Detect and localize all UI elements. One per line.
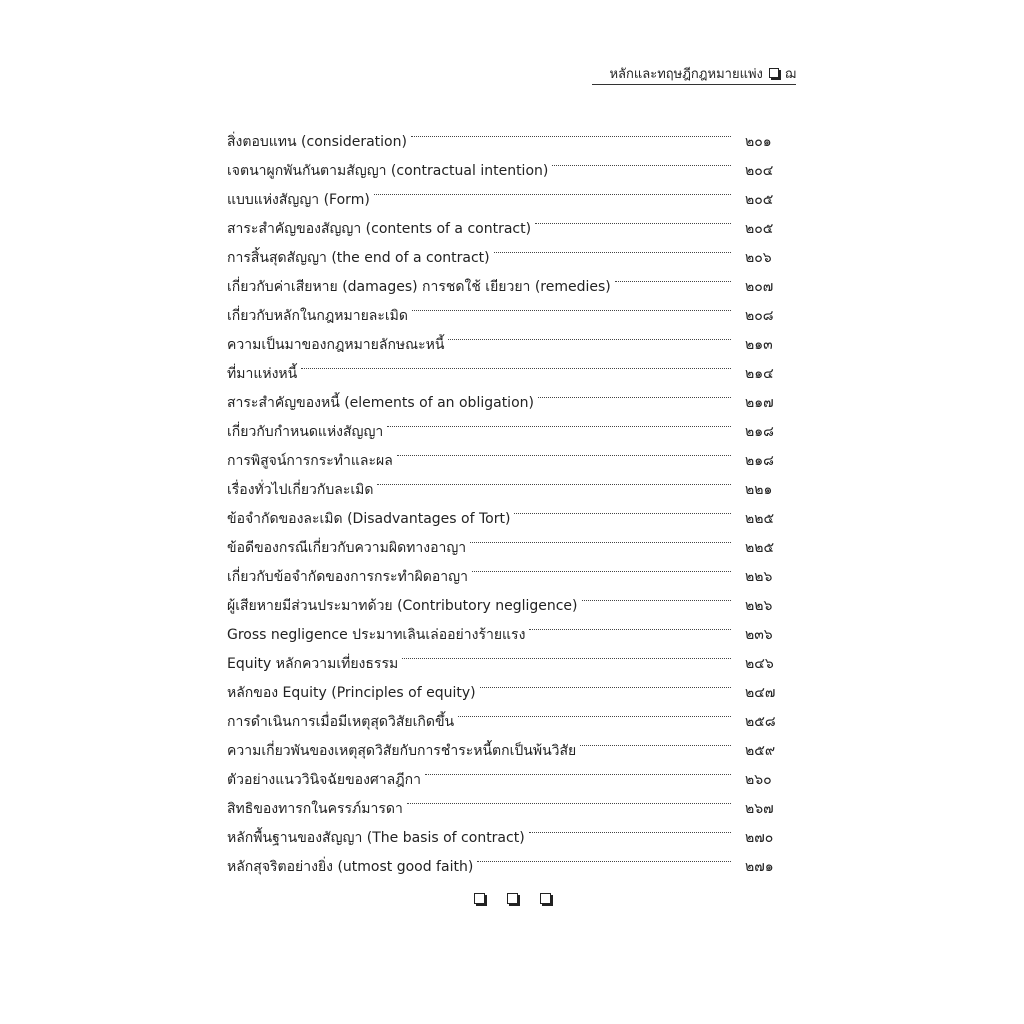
table-of-contents	[227, 117, 789, 875]
dot-leader	[480, 668, 731, 697]
toc-entry-title: การพิสูจน์การกระทำและผล	[227, 453, 393, 469]
toc-entry-page: ๒๒๖	[745, 569, 773, 585]
toc-entry	[227, 349, 789, 382]
toc-entry-page: ๒๖๗	[745, 801, 774, 817]
toc-entry-title: ความเป็นมาของกฎหมายลักษณะหนี้	[227, 337, 445, 353]
toc-entry-page: ๒๐๖	[745, 250, 772, 266]
dot-leader	[535, 204, 731, 233]
toc-entry-page: ๒๑๘	[745, 424, 774, 440]
dot-leader	[529, 813, 731, 842]
dot-leader	[470, 523, 731, 552]
toc-entry-title: การดำเนินการเมื่อมีเหตุสุดวิสัยเกิดขึ้น	[227, 714, 455, 730]
dot-leader	[472, 552, 731, 581]
toc-entry-title: หลักสุจริตอย่างยิ่ง (utmost good faith)	[227, 859, 474, 875]
toc-entry-title: เกี่ยวกับกำหนดแห่งสัญญา	[227, 424, 384, 440]
toc-entry-page: ๒๐๔	[745, 163, 774, 179]
toc-entry-page: ๒๒๕	[745, 511, 775, 527]
running-header	[592, 62, 796, 85]
dot-leader	[377, 465, 731, 494]
toc-entry-title: ตัวอย่างแนววินิจฉัยของศาลฎีกา	[227, 772, 421, 788]
dot-leader	[411, 117, 731, 146]
toc-entry-page: ๒๐๕	[745, 221, 774, 237]
square-ornament-icon	[474, 893, 485, 904]
dot-leader	[477, 842, 731, 871]
toc-entry-title: สิทธิของทารกในครรภ์มารดา	[227, 801, 403, 817]
square-bullet-icon	[769, 68, 779, 78]
toc-entry-page: ๒๐๗	[745, 279, 774, 295]
toc-entry-title: สาระสำคัญของหนี้ (elements of an obligation)	[227, 395, 534, 411]
dot-leader	[514, 494, 731, 523]
toc-entry-page: ๒๔๖	[745, 656, 774, 672]
toc-entry-title: ผู้เสียหายมีส่วนประมาทด้วย (Contributory negligence)	[227, 598, 578, 614]
toc-entry-title: การสิ้นสุดสัญญา (the end of a contract)	[227, 250, 490, 266]
toc-entry-page: ๒๐๕	[745, 192, 774, 208]
toc-entry	[227, 117, 789, 150]
toc-entry-title: เกี่ยวกับค่าเสียหาย (damages) การชดใช้ เยียวยา (remedies)	[227, 279, 611, 295]
toc-entry-title: สาระสำคัญของสัญญา (contents of a contract)	[227, 221, 532, 237]
toc-entry-page: ๒๐๑	[745, 134, 772, 150]
toc-entry-title: หลักพื้นฐานของสัญญา (The basis of contract)	[227, 830, 525, 846]
toc-entry-title: เจตนาผูกพันกันตามสัญญา (contractual intention)	[227, 163, 549, 179]
square-ornament-icon	[507, 893, 518, 904]
toc-entry-page: ๒๑๗	[745, 395, 774, 411]
dot-leader	[407, 784, 731, 813]
toc-entry-title: Gross negligence ประมาทเลินเล่ออย่างร้ายแรง	[227, 627, 526, 643]
toc-entry-title: เกี่ยวกับข้อจำกัดของการกระทำผิดอาญา	[227, 569, 468, 585]
toc-entry-title: ข้อจำกัดของละเมิด (Disadvantages of Tort)	[227, 511, 511, 527]
dot-leader	[615, 262, 731, 291]
toc-entry-page: ๒๕๙	[745, 743, 776, 759]
toc-entry-title: หลักของ Equity (Principles of equity)	[227, 685, 476, 701]
toc-entry-page: ๒๒๖	[745, 598, 773, 614]
toc-entry-title: ความเกี่ยวพันของเหตุสุดวิสัยกับการชำระหนี้ตกเป็นพ้นวิสัย	[227, 743, 577, 759]
toc-entry-page: ๒๓๖	[745, 627, 773, 643]
square-ornament-icon	[540, 893, 551, 904]
dot-leader	[580, 726, 731, 755]
dot-leader	[387, 407, 731, 436]
toc-entry-title: สิ่งตอบแทน (consideration)	[227, 134, 407, 150]
toc-entry-page: ๒๖๐	[745, 772, 772, 788]
dot-leader	[301, 349, 731, 378]
toc-entry-page: ๒๗๐	[745, 830, 774, 846]
dot-leader	[458, 697, 731, 726]
toc-entry-page: ๒๒๕	[745, 540, 775, 556]
toc-entry-title: ที่มาแห่งหนี้	[227, 366, 298, 382]
toc-entry-page: ๒๒๑	[745, 482, 773, 498]
toc-entry-title: เรื่องทั่วไปเกี่ยวกับละเมิด	[227, 482, 374, 498]
dot-leader	[529, 610, 731, 639]
toc-entry-page: ๒๕๘	[745, 714, 776, 730]
dot-leader	[425, 755, 731, 784]
dot-leader	[538, 378, 731, 407]
dot-leader	[552, 146, 731, 175]
dot-leader	[402, 639, 731, 668]
toc-entry-title: Equity หลักความเที่ยงธรรม	[227, 656, 399, 672]
dot-leader	[374, 175, 731, 204]
dot-leader	[582, 581, 732, 610]
toc-entry-page: ๒๗๑	[745, 859, 774, 875]
dot-leader	[397, 436, 731, 465]
toc-entry-title: ข้อดีของกรณีเกี่ยวกับความผิดทางอาญา	[227, 540, 467, 556]
toc-entry-page: ๒๑๔	[745, 366, 774, 382]
toc-entry	[227, 378, 789, 411]
toc-entry-page: ๒๑๘	[745, 453, 774, 469]
footer-ornament	[0, 893, 1024, 904]
dot-leader	[448, 320, 731, 349]
toc-entry-page: ๒๐๘	[745, 308, 774, 324]
toc-entry-title: แบบแห่งสัญญา (Form)	[227, 192, 370, 208]
header-title: หลักและทฤษฎีกฎหมายแพ่ง	[609, 66, 763, 82]
toc-entry-title: เกี่ยวกับหลักในกฎหมายละเมิด	[227, 308, 408, 324]
toc-entry-page: ๒๑๓	[745, 337, 773, 353]
header-page-marker: ฌ	[784, 66, 796, 82]
dot-leader	[494, 233, 731, 262]
toc-entry-page: ๒๔๗	[745, 685, 776, 701]
dot-leader	[412, 291, 731, 320]
